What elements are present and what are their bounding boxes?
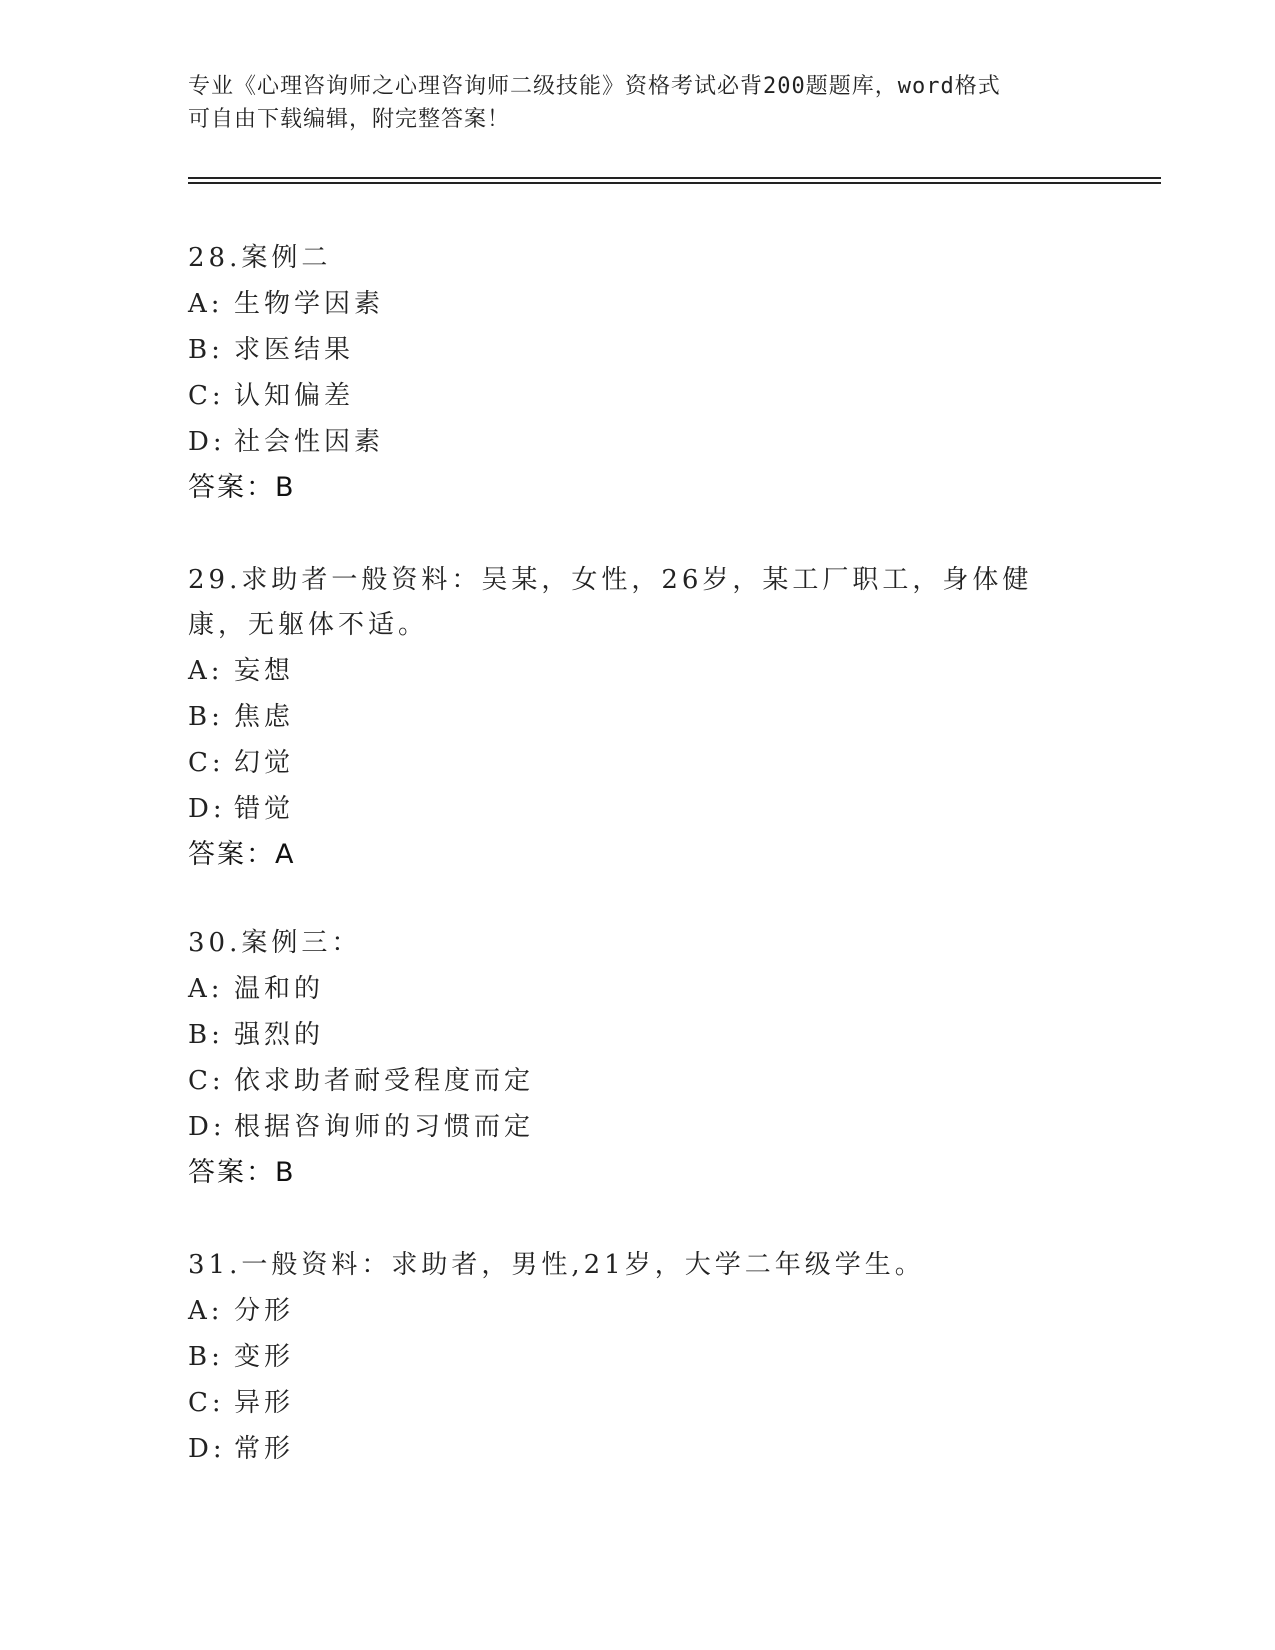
- option-letter: A:: [188, 289, 224, 319]
- answer: 答案：A: [188, 839, 296, 870]
- question-text: 28.案例二: [188, 243, 332, 273]
- option-c: [188, 1380, 1088, 1426]
- option-letter: D:: [188, 1434, 226, 1464]
- option-letter: C:: [188, 748, 225, 778]
- header-divider-bottom: [188, 182, 1161, 184]
- option-letter: A:: [188, 974, 224, 1004]
- option-text: 变形: [234, 1342, 295, 1372]
- answer: 答案：B: [188, 472, 296, 503]
- option-letter: C:: [188, 1066, 225, 1096]
- option-text: 温和的: [234, 974, 325, 1004]
- option-letter: D:: [188, 427, 226, 457]
- option-text: 妄想: [234, 656, 295, 686]
- question-30: [188, 921, 1088, 1196]
- option-text: 错觉: [234, 794, 295, 824]
- document-header: [188, 70, 1088, 136]
- header-line-2: 可自由下载编辑，附完整答案！: [188, 107, 511, 132]
- answer: 答案：B: [188, 1157, 296, 1188]
- header-divider-top: [188, 177, 1161, 179]
- option-b: [188, 1012, 1088, 1058]
- option-text: 异形: [234, 1388, 295, 1418]
- option-letter: A:: [188, 656, 224, 686]
- question-28: [188, 236, 1088, 511]
- option-text: 强烈的: [234, 1020, 325, 1050]
- option-text: 常形: [234, 1434, 295, 1464]
- option-a: [188, 966, 1088, 1012]
- option-letter: B:: [188, 1342, 224, 1372]
- option-c: [188, 373, 1088, 419]
- option-letter: C:: [188, 1388, 225, 1418]
- option-text: 分形: [234, 1296, 295, 1326]
- option-letter: C:: [188, 381, 225, 411]
- option-d: [188, 1104, 1088, 1150]
- option-letter: D:: [188, 794, 226, 824]
- option-letter: A:: [188, 1296, 224, 1326]
- option-d: [188, 786, 1088, 832]
- option-b: [188, 694, 1088, 740]
- option-text: 社会性因素: [234, 427, 385, 457]
- option-letter: D:: [188, 1112, 226, 1142]
- option-letter: B:: [188, 335, 224, 365]
- question-29: [188, 558, 1088, 878]
- option-c: [188, 1058, 1088, 1104]
- option-text: 认知偏差: [234, 381, 355, 411]
- option-text: 求医结果: [234, 335, 355, 365]
- option-a: [188, 281, 1088, 327]
- option-b: [188, 327, 1088, 373]
- question-text: 29.求助者一般资料：吴某，女性，26岁，某工厂职工，身体健康，无躯体不适。: [188, 565, 1033, 640]
- option-a: [188, 648, 1088, 694]
- option-letter: B:: [188, 702, 224, 732]
- option-text: 根据咨询师的习惯而定: [234, 1112, 535, 1142]
- option-d: [188, 419, 1088, 465]
- question-text: 30.案例三：: [188, 928, 362, 958]
- question-text: 31.一般资料：求助者，男性,21岁，大学二年级学生。: [188, 1250, 925, 1280]
- option-text: 焦虑: [234, 702, 295, 732]
- option-text: 生物学因素: [234, 289, 385, 319]
- option-text: 依求助者耐受程度而定: [234, 1066, 535, 1096]
- option-a: [188, 1288, 1088, 1334]
- option-letter: B:: [188, 1020, 224, 1050]
- option-text: 幻觉: [234, 748, 295, 778]
- option-c: [188, 740, 1088, 786]
- option-d: [188, 1426, 1088, 1472]
- option-b: [188, 1334, 1088, 1380]
- header-line-1: 专业《心理咨询师之心理咨询师二级技能》资格考试必背200题题库，word格式: [188, 74, 1001, 99]
- question-31: [188, 1243, 1088, 1472]
